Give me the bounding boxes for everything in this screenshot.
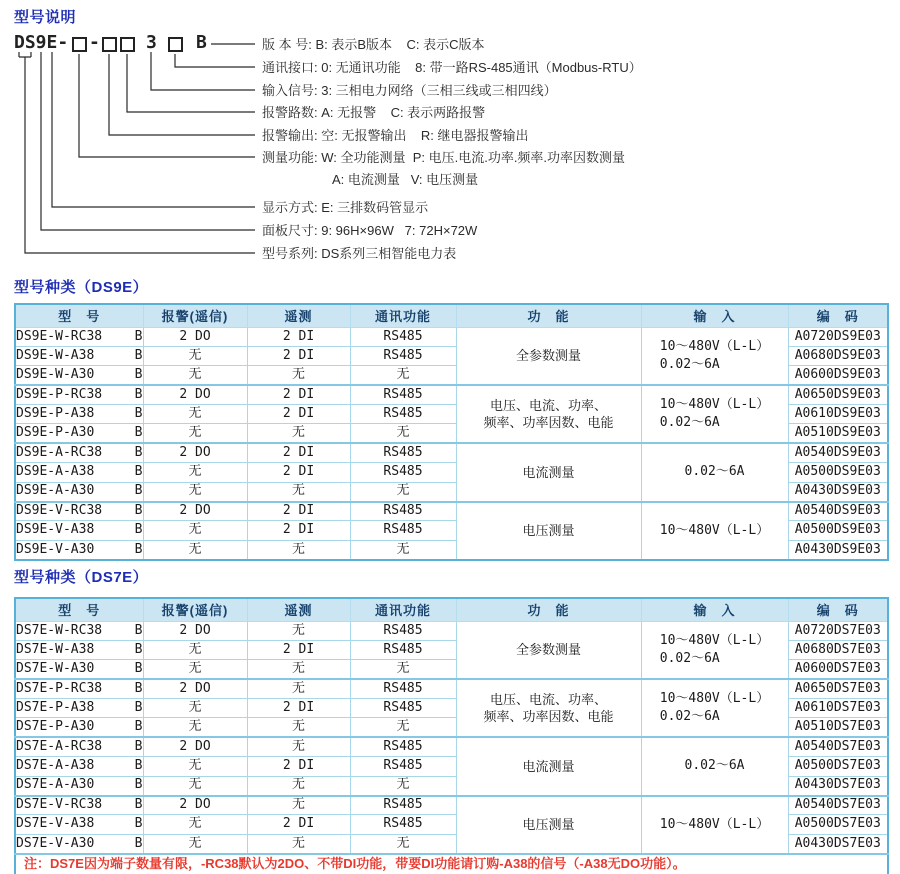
telemetry-cell: 2 DI [247, 327, 350, 346]
function-line: 电流测量 [522, 758, 575, 774]
connector-comm-line [175, 54, 255, 67]
function-cell [456, 502, 641, 560]
function-cell [456, 679, 641, 737]
model-row [16, 681, 143, 697]
header-row [15, 304, 888, 327]
input-line: 10～480V（L-L） [659, 632, 770, 648]
model-row [16, 367, 143, 383]
model-version: B [134, 700, 143, 716]
model-number: DS9E-V-A38 [16, 522, 95, 538]
function-cell [456, 796, 641, 854]
function-line: 电流测量 [522, 464, 575, 480]
input-line: 10～480V（L-L） [659, 816, 770, 832]
model-cell [15, 718, 143, 737]
telemetry-cell: 无 [247, 679, 350, 698]
diagram-label-measure-line2: A: 电流测量 V: 电压测量 [332, 172, 479, 187]
model-version: B [134, 483, 143, 499]
model-row [16, 758, 143, 774]
telemetry-cell: 2 DI [247, 640, 350, 659]
model-row [16, 739, 143, 755]
code-cell: A0430DS7E03 [788, 834, 888, 853]
model-cell [15, 385, 143, 404]
table-row [15, 502, 888, 521]
input-line: 0.02～6A [684, 758, 745, 774]
model-number: DS7E-W-RC38 [16, 622, 103, 638]
model-row [16, 329, 143, 345]
model-version: B [134, 464, 143, 480]
input-line: 10～480V（L-L） [659, 691, 770, 707]
model-version: B [134, 347, 143, 363]
input-lines [660, 338, 769, 374]
telemetry-cell: 2 DI [247, 385, 350, 404]
alarm-cell: 无 [143, 482, 247, 501]
code-cell: A0610DS7E03 [788, 699, 888, 718]
model-code-separator: - [89, 32, 100, 53]
model-row [16, 464, 143, 480]
alarm-cell: 无 [143, 540, 247, 559]
code-cell: A0540DS7E03 [788, 796, 888, 815]
model-cell [15, 737, 143, 756]
code-cell: A0540DS9E03 [788, 443, 888, 462]
function-line: 电压测量 [522, 817, 575, 833]
ds9e-table [14, 303, 889, 561]
function-cell [456, 385, 641, 443]
model-explanation-section [0, 0, 900, 272]
model-row [16, 387, 143, 403]
input-line: 10～480V（L-L） [659, 397, 770, 413]
input-lines [660, 632, 769, 668]
diagram-label-input-signal: 输入信号: 3: 三相电力网络（三相三线或三相四线） [262, 83, 557, 98]
comm-cell: 无 [350, 776, 456, 795]
code-cell: A0430DS9E03 [788, 482, 888, 501]
code-cell: A0650DS9E03 [788, 385, 888, 404]
telemetry-cell: 无 [247, 366, 350, 385]
model-number: DS7E-P-A38 [16, 700, 95, 716]
model-number: DS7E-W-A30 [16, 661, 95, 677]
model-version: B [134, 522, 143, 538]
model-version: B [134, 661, 143, 677]
alarm-cell: 无 [143, 834, 247, 853]
input-lines [660, 690, 769, 726]
model-row [16, 797, 143, 813]
telemetry-cell: 无 [247, 424, 350, 443]
function-cell [456, 737, 641, 795]
alarm-cell: 无 [143, 699, 247, 718]
input-line: 10～480V（L-L） [659, 522, 770, 538]
comm-cell: 无 [350, 366, 456, 385]
telemetry-cell: 2 DI [247, 346, 350, 365]
input-lines [685, 463, 745, 481]
model-cell [15, 621, 143, 640]
function-cell [456, 327, 641, 385]
code-cell: A0500DS9E03 [788, 521, 888, 540]
comm-cell: RS485 [350, 757, 456, 776]
model-row [16, 642, 143, 658]
model-version: B [134, 367, 143, 383]
function-line: 电压测量 [522, 523, 575, 539]
model-number: DS7E-P-A30 [16, 719, 95, 735]
function-line: 全参数测量 [515, 642, 581, 658]
alarm-cell: 无 [143, 405, 247, 424]
comm-cell: RS485 [350, 815, 456, 834]
model-cell [15, 424, 143, 443]
section-title-model-explanation: 型号说明 [14, 9, 77, 26]
telemetry-cell: 2 DI [247, 463, 350, 482]
model-number: DS7E-V-RC38 [16, 797, 103, 813]
model-cell [15, 443, 143, 462]
section-title-ds7e: 型号种类（DS7E） [14, 569, 149, 586]
model-number: DS9E-P-A38 [16, 406, 95, 422]
telemetry-cell: 无 [247, 482, 350, 501]
table-row [15, 679, 888, 698]
model-version: B [134, 425, 143, 441]
column-header: 功 能 [456, 304, 641, 327]
model-code-prefix: DS9E- [14, 32, 69, 53]
model-cell [15, 521, 143, 540]
model-code-digit: 3 [146, 32, 157, 53]
alarm-cell: 2 DO [143, 796, 247, 815]
model-cell [15, 699, 143, 718]
function-cell [456, 443, 641, 501]
model-row [16, 445, 143, 461]
comm-cell: RS485 [350, 621, 456, 640]
model-number: DS7E-V-A30 [16, 835, 95, 851]
telemetry-cell: 2 DI [247, 699, 350, 718]
model-number: DS9E-A-RC38 [16, 445, 103, 461]
model-row [16, 348, 143, 364]
telemetry-cell: 无 [247, 621, 350, 640]
model-cell [15, 405, 143, 424]
model-number: DS9E-W-RC38 [16, 328, 103, 344]
model-cell [15, 346, 143, 365]
diagram-label-alarm-output: 报警输出: 空: 无报警输出 R: 继电器报警输出 [262, 128, 529, 143]
column-header: 型 号 [15, 304, 143, 327]
comm-cell: RS485 [350, 699, 456, 718]
diagram-label-comm-port: 通讯接口: 0: 无通讯功能 8: 带一路RS-485通讯（Modbus-RTU） [262, 60, 642, 75]
diagram-label-display-mode: 显示方式: E: 三排数码管显示 [262, 200, 429, 215]
table-row [15, 385, 888, 404]
comm-cell: RS485 [350, 796, 456, 815]
code-cell: A0680DS7E03 [788, 640, 888, 659]
comm-cell: 无 [350, 540, 456, 559]
table-row [15, 443, 888, 462]
model-version: B [134, 503, 143, 519]
column-header: 遥测 [247, 598, 350, 621]
alarm-cell: 无 [143, 463, 247, 482]
model-version: B [134, 541, 143, 557]
connector-alarm-count-line [127, 54, 255, 112]
code-cell: A0540DS9E03 [788, 502, 888, 521]
input-line: 0.02～6A [684, 464, 745, 480]
comm-cell: RS485 [350, 443, 456, 462]
model-number: DS9E-A-A30 [16, 483, 95, 499]
column-header: 编 码 [788, 304, 888, 327]
alarm-cell: 无 [143, 660, 247, 679]
model-cell [15, 660, 143, 679]
comm-cell: 无 [350, 660, 456, 679]
comm-cell: RS485 [350, 346, 456, 365]
comm-cell: RS485 [350, 737, 456, 756]
comm-cell: 无 [350, 834, 456, 853]
model-code-box-alarm-count [120, 37, 135, 52]
code-cell: A0600DS7E03 [788, 660, 888, 679]
note-text: 注：DS7E因为端子数量有限，-RC38默认为2DO、不带DI功能，带要DI功能请订购-A38的信号（-A38无DO功能）。 [15, 854, 888, 874]
column-header: 通讯功能 [350, 598, 456, 621]
model-number: DS7E-P-RC38 [16, 680, 103, 696]
model-row [16, 406, 143, 422]
model-cell [15, 815, 143, 834]
comm-cell: RS485 [350, 463, 456, 482]
model-version: B [134, 835, 143, 851]
model-version: B [134, 777, 143, 793]
code-cell: A0600DS9E03 [788, 366, 888, 385]
alarm-cell: 无 [143, 424, 247, 443]
connector-series-line [19, 52, 255, 253]
input-line: 0.02～6A [659, 356, 720, 372]
alarm-cell: 无 [143, 346, 247, 365]
telemetry-cell: 无 [247, 776, 350, 795]
alarm-cell: 2 DO [143, 737, 247, 756]
input-cell [641, 737, 788, 795]
code-cell: A0650DS7E03 [788, 679, 888, 698]
input-cell [641, 385, 788, 443]
model-cell [15, 366, 143, 385]
input-cell [641, 621, 788, 679]
model-code-box-comm [168, 37, 183, 52]
model-number: DS7E-A-A38 [16, 758, 95, 774]
model-row [16, 623, 143, 639]
input-cell [641, 502, 788, 560]
column-header: 编 码 [788, 598, 888, 621]
input-line: 0.02～6A [659, 709, 720, 725]
model-row [16, 816, 143, 832]
model-number: DS7E-A-RC38 [16, 739, 103, 755]
alarm-cell: 2 DO [143, 502, 247, 521]
model-cell [15, 327, 143, 346]
function-line: 全参数测量 [515, 348, 581, 364]
table-row [15, 737, 888, 756]
code-cell: A0720DS7E03 [788, 621, 888, 640]
telemetry-cell: 2 DI [247, 502, 350, 521]
comm-cell: RS485 [350, 327, 456, 346]
alarm-cell: 2 DO [143, 621, 247, 640]
diagram-label-panel-size: 面板尺寸: 9: 96H×96W 7: 72H×72W [262, 223, 478, 238]
function-line: 电压、电流、功率、 [489, 398, 607, 414]
column-header: 输 入 [641, 598, 788, 621]
model-number: DS7E-A-A30 [16, 777, 95, 793]
model-number: DS9E-P-RC38 [16, 386, 103, 402]
diagram-label-alarm-count: 报警路数: A: 无报警 C: 表示两路报警 [262, 105, 486, 120]
telemetry-cell: 无 [247, 796, 350, 815]
header-row [15, 598, 888, 621]
code-cell: A0720DS9E03 [788, 327, 888, 346]
model-row [16, 700, 143, 716]
table-row [15, 327, 888, 346]
alarm-cell: 无 [143, 366, 247, 385]
function-line: 电压、电流、功率、 [489, 692, 607, 708]
telemetry-cell: 无 [247, 834, 350, 853]
model-row [16, 836, 143, 852]
input-line: 10～480V（L-L） [659, 338, 770, 354]
column-header: 功 能 [456, 598, 641, 621]
comm-cell: 无 [350, 718, 456, 737]
input-cell [641, 796, 788, 854]
diagram-label-measure-function: 测量功能: W: 全功能测量 P: 电压.电流.功率.频率.功率因数测量 [262, 150, 626, 165]
function-line: 频率、功率因数、电能 [483, 709, 614, 725]
model-cell [15, 540, 143, 559]
model-number: DS9E-V-RC38 [16, 503, 103, 519]
model-number: DS9E-A-A38 [16, 464, 95, 480]
telemetry-cell: 2 DI [247, 757, 350, 776]
model-code-box-measure [72, 37, 87, 52]
model-code-version: B [196, 32, 207, 53]
input-cell [641, 679, 788, 737]
input-lines [660, 396, 769, 432]
telemetry-cell: 2 DI [247, 443, 350, 462]
comm-cell: 无 [350, 424, 456, 443]
model-row [16, 483, 143, 499]
comm-cell: RS485 [350, 405, 456, 424]
telemetry-cell: 无 [247, 540, 350, 559]
alarm-cell: 2 DO [143, 327, 247, 346]
connector-display-line [52, 52, 255, 207]
code-cell: A0680DS9E03 [788, 346, 888, 365]
telemetry-cell: 无 [247, 660, 350, 679]
comm-cell: RS485 [350, 679, 456, 698]
alarm-cell: 无 [143, 815, 247, 834]
alarm-cell: 无 [143, 757, 247, 776]
code-cell: A0430DS7E03 [788, 776, 888, 795]
model-cell [15, 796, 143, 815]
model-cell [15, 679, 143, 698]
code-cell: A0500DS7E03 [788, 757, 888, 776]
input-lines [685, 757, 745, 775]
comm-cell: RS485 [350, 521, 456, 540]
code-cell: A0510DS9E03 [788, 424, 888, 443]
comm-cell: RS485 [350, 385, 456, 404]
model-number: DS7E-W-A38 [16, 641, 95, 657]
connector-alarm-output-line [109, 54, 255, 135]
column-header: 输 入 [641, 304, 788, 327]
comm-cell: RS485 [350, 502, 456, 521]
column-header: 型 号 [15, 598, 143, 621]
model-cell [15, 482, 143, 501]
model-row [16, 777, 143, 793]
telemetry-cell: 无 [247, 718, 350, 737]
alarm-cell: 2 DO [143, 679, 247, 698]
model-cell [15, 776, 143, 795]
comm-cell: RS485 [350, 640, 456, 659]
alarm-cell: 无 [143, 521, 247, 540]
model-version: B [134, 641, 143, 657]
model-row [16, 542, 143, 558]
function-cell [456, 621, 641, 679]
code-cell: A0610DS9E03 [788, 405, 888, 424]
telemetry-cell: 无 [247, 737, 350, 756]
column-header: 通讯功能 [350, 304, 456, 327]
input-cell [641, 443, 788, 501]
column-header: 遥测 [247, 304, 350, 327]
model-version: B [134, 739, 143, 755]
input-cell [641, 327, 788, 385]
code-cell: A0500DS9E03 [788, 463, 888, 482]
telemetry-cell: 2 DI [247, 815, 350, 834]
ds7e-table [14, 597, 889, 874]
model-version: B [134, 406, 143, 422]
table-row [15, 796, 888, 815]
alarm-cell: 无 [143, 776, 247, 795]
model-row [16, 719, 143, 735]
model-row [16, 661, 143, 677]
model-cell [15, 834, 143, 853]
diagram-label-model-series: 型号系列: DS系列三相智能电力表 [262, 246, 457, 261]
model-number: DS7E-V-A38 [16, 816, 95, 832]
note-row [15, 854, 888, 874]
model-version: B [134, 797, 143, 813]
model-version: B [134, 758, 143, 774]
code-cell: A0540DS7E03 [788, 737, 888, 756]
model-row [16, 522, 143, 538]
model-code-box-alarm-output [102, 37, 117, 52]
model-number: DS9E-V-A30 [16, 541, 95, 557]
model-row [16, 503, 143, 519]
table-row [15, 621, 888, 640]
alarm-cell: 无 [143, 718, 247, 737]
input-lines [660, 816, 769, 834]
code-cell: A0500DS7E03 [788, 815, 888, 834]
input-line: 0.02～6A [659, 415, 720, 431]
connector-input-signal-line [151, 52, 255, 90]
model-number: DS9E-W-A38 [16, 347, 95, 363]
model-number: DS9E-P-A30 [16, 425, 95, 441]
model-cell [15, 640, 143, 659]
code-cell: A0510DS7E03 [788, 718, 888, 737]
model-cell [15, 463, 143, 482]
column-header: 报警(遥信) [143, 304, 247, 327]
code-cell: A0430DS9E03 [788, 540, 888, 559]
connector-measure-line [79, 54, 255, 157]
model-version: B [134, 328, 143, 344]
comm-cell: 无 [350, 482, 456, 501]
model-version: B [134, 816, 143, 832]
column-header: 报警(遥信) [143, 598, 247, 621]
section-title-ds9e: 型号种类（DS9E） [14, 279, 149, 296]
model-cell [15, 502, 143, 521]
telemetry-cell: 2 DI [247, 405, 350, 424]
model-version: B [134, 386, 143, 402]
alarm-cell: 2 DO [143, 385, 247, 404]
model-version: B [134, 719, 143, 735]
alarm-cell: 无 [143, 640, 247, 659]
connector-panel-line [41, 52, 255, 230]
model-number: DS9E-W-A30 [16, 367, 95, 383]
model-version: B [134, 680, 143, 696]
input-lines [660, 522, 769, 540]
input-line: 0.02～6A [659, 650, 720, 666]
telemetry-cell: 2 DI [247, 521, 350, 540]
diagram-label-version: 版 本 号: B: 表示B版本 C: 表示C版本 [262, 37, 485, 52]
model-cell [15, 757, 143, 776]
alarm-cell: 2 DO [143, 443, 247, 462]
model-version: B [134, 445, 143, 461]
model-row [16, 425, 143, 441]
model-version: B [134, 622, 143, 638]
function-line: 频率、功率因数、电能 [483, 415, 614, 431]
